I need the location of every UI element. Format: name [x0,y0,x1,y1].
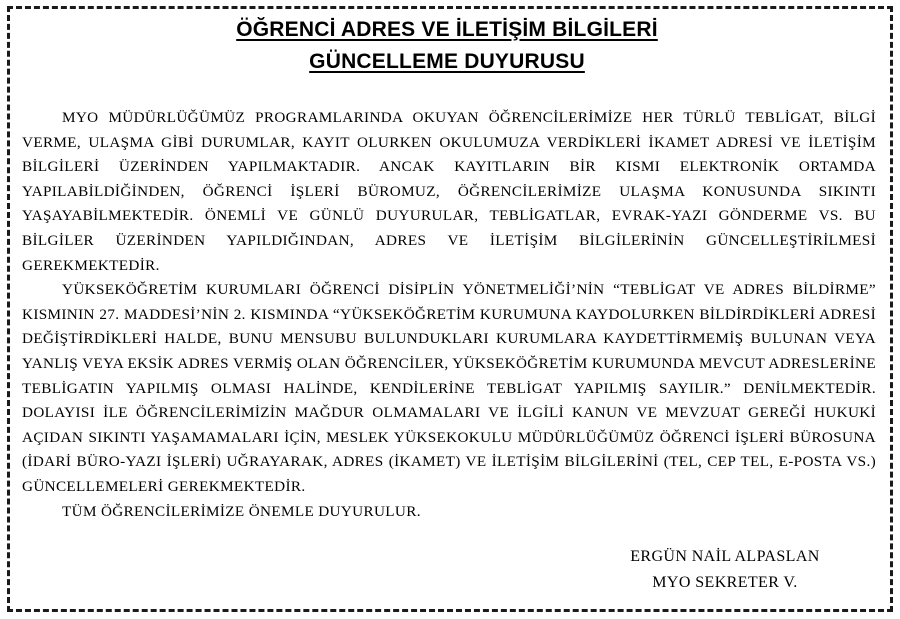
announcement-title [0,14,894,78]
signatory-role: MYO SEKRETER V. [652,574,798,591]
signature-block [600,544,850,596]
paragraph-intro: MYO MÜDÜRLÜĞÜMÜZ PROGRAMLARINDA OKUYAN ÖĞRENCİLERİMİZE HER TÜRLÜ TEBLİGAT, BİLGİ VERME, ULAŞMA GİBİ DURUMLAR, KAYIT OLURKEN OKULUMUZA VERDİKLERİ İKAMET ADRESİ VE İLETİŞİM BİLGİLERİ ÜZERİNDEN YAPILMAKTADIR. ANCAK KAYITLARIN BİR KISMI ELEKTRONİK ORTAMDA YAPILABİLDİĞİNDEN, ÖĞRENCİ İŞLERİ BÜROMUZ, ÖĞRENCİLERİMİZE ULAŞMA KONUSUNDA SIKINTI YAŞAYABİLMEKTEDİR. ÖNEMLİ VE GÜNLÜ DUYURULAR, TEBLİGATLAR, EVRAK-YAZI GÖNDERME VS. BU BİLGİLER ÜZERİNDEN YAPILDIĞINDAN, ADRES VE İLETİŞİM BİLGİLERİNİN GÜNCELLEŞTİRİLMESİ GEREKMEKTEDİR. [22,109,876,274]
paragraph-regulation: YÜKSEKÖĞRETİM KURUMLARI ÖĞRENCİ DİSİPLİN YÖNETMELİĞİ’NİN “TEBLİGAT VE ADRES BİLDİRME” KISMININ 27. MADDESİ’NİN 2. KISMINDA “YÜKSEKÖĞRETİM KURUMUNA KAYDOLURKEN BİLDİRDİKLERİ ADRESİ DEĞİŞTİRDİKLERİ HALDE, BUNU MENSUBU BULUNDUKLARI KURUMLARA KAYDETTİRMEMİŞ BULUNAN VEYA YANLIŞ VEYA EKSİK ADRES VERMİŞ OLAN ÖĞRENCİLER, YÜKSEKÖĞRETİM KURUMUNDA MEVCUT ADRESLERİNE TEBLİGATIN YAPILMIŞ OLMASI HALİNDE, KENDİLERİNE TEBLİGAT YAPILMIŞ SAYILIR.” DENİLMEKTEDİR. DOLAYISI İLE ÖĞRENCİLERİMİZİN MAĞDUR OLMAMALARI VE İLGİLİ KANUN VE MEVZUAT GEREĞİ HUKUKİ AÇIDAN SIKINTI YAŞAMAMALARI İÇİN, MESLEK YÜKSEKOKULU MÜDÜRLÜĞÜMÜZ ÖĞRENCİ İŞLERİ BÜROSUNA (İDARİ BÜRO-YAZI İŞLERİ) UĞRAYARAK, ADRES (İKAMET) VE İLETİŞİM BİLGİLERİNİ (TEL, CEP TEL, E-POSTA VS.) GÜNCELLEMELERİ GEREKMEKTEDİR. [22,281,876,495]
announcement-body [22,106,876,524]
paragraph-closing: TÜM ÖĞRENCİLERİMİZE ÖNEMLE DUYURULUR. [62,502,421,520]
signatory-name: ERGÜN NAİL ALPASLAN [630,548,820,565]
title-line-2: GÜNCELLEME DUYURUSU [309,50,585,73]
title-line-1: ÖĞRENCİ ADRES VE İLETİŞİM BİLGİLERİ [236,18,658,41]
